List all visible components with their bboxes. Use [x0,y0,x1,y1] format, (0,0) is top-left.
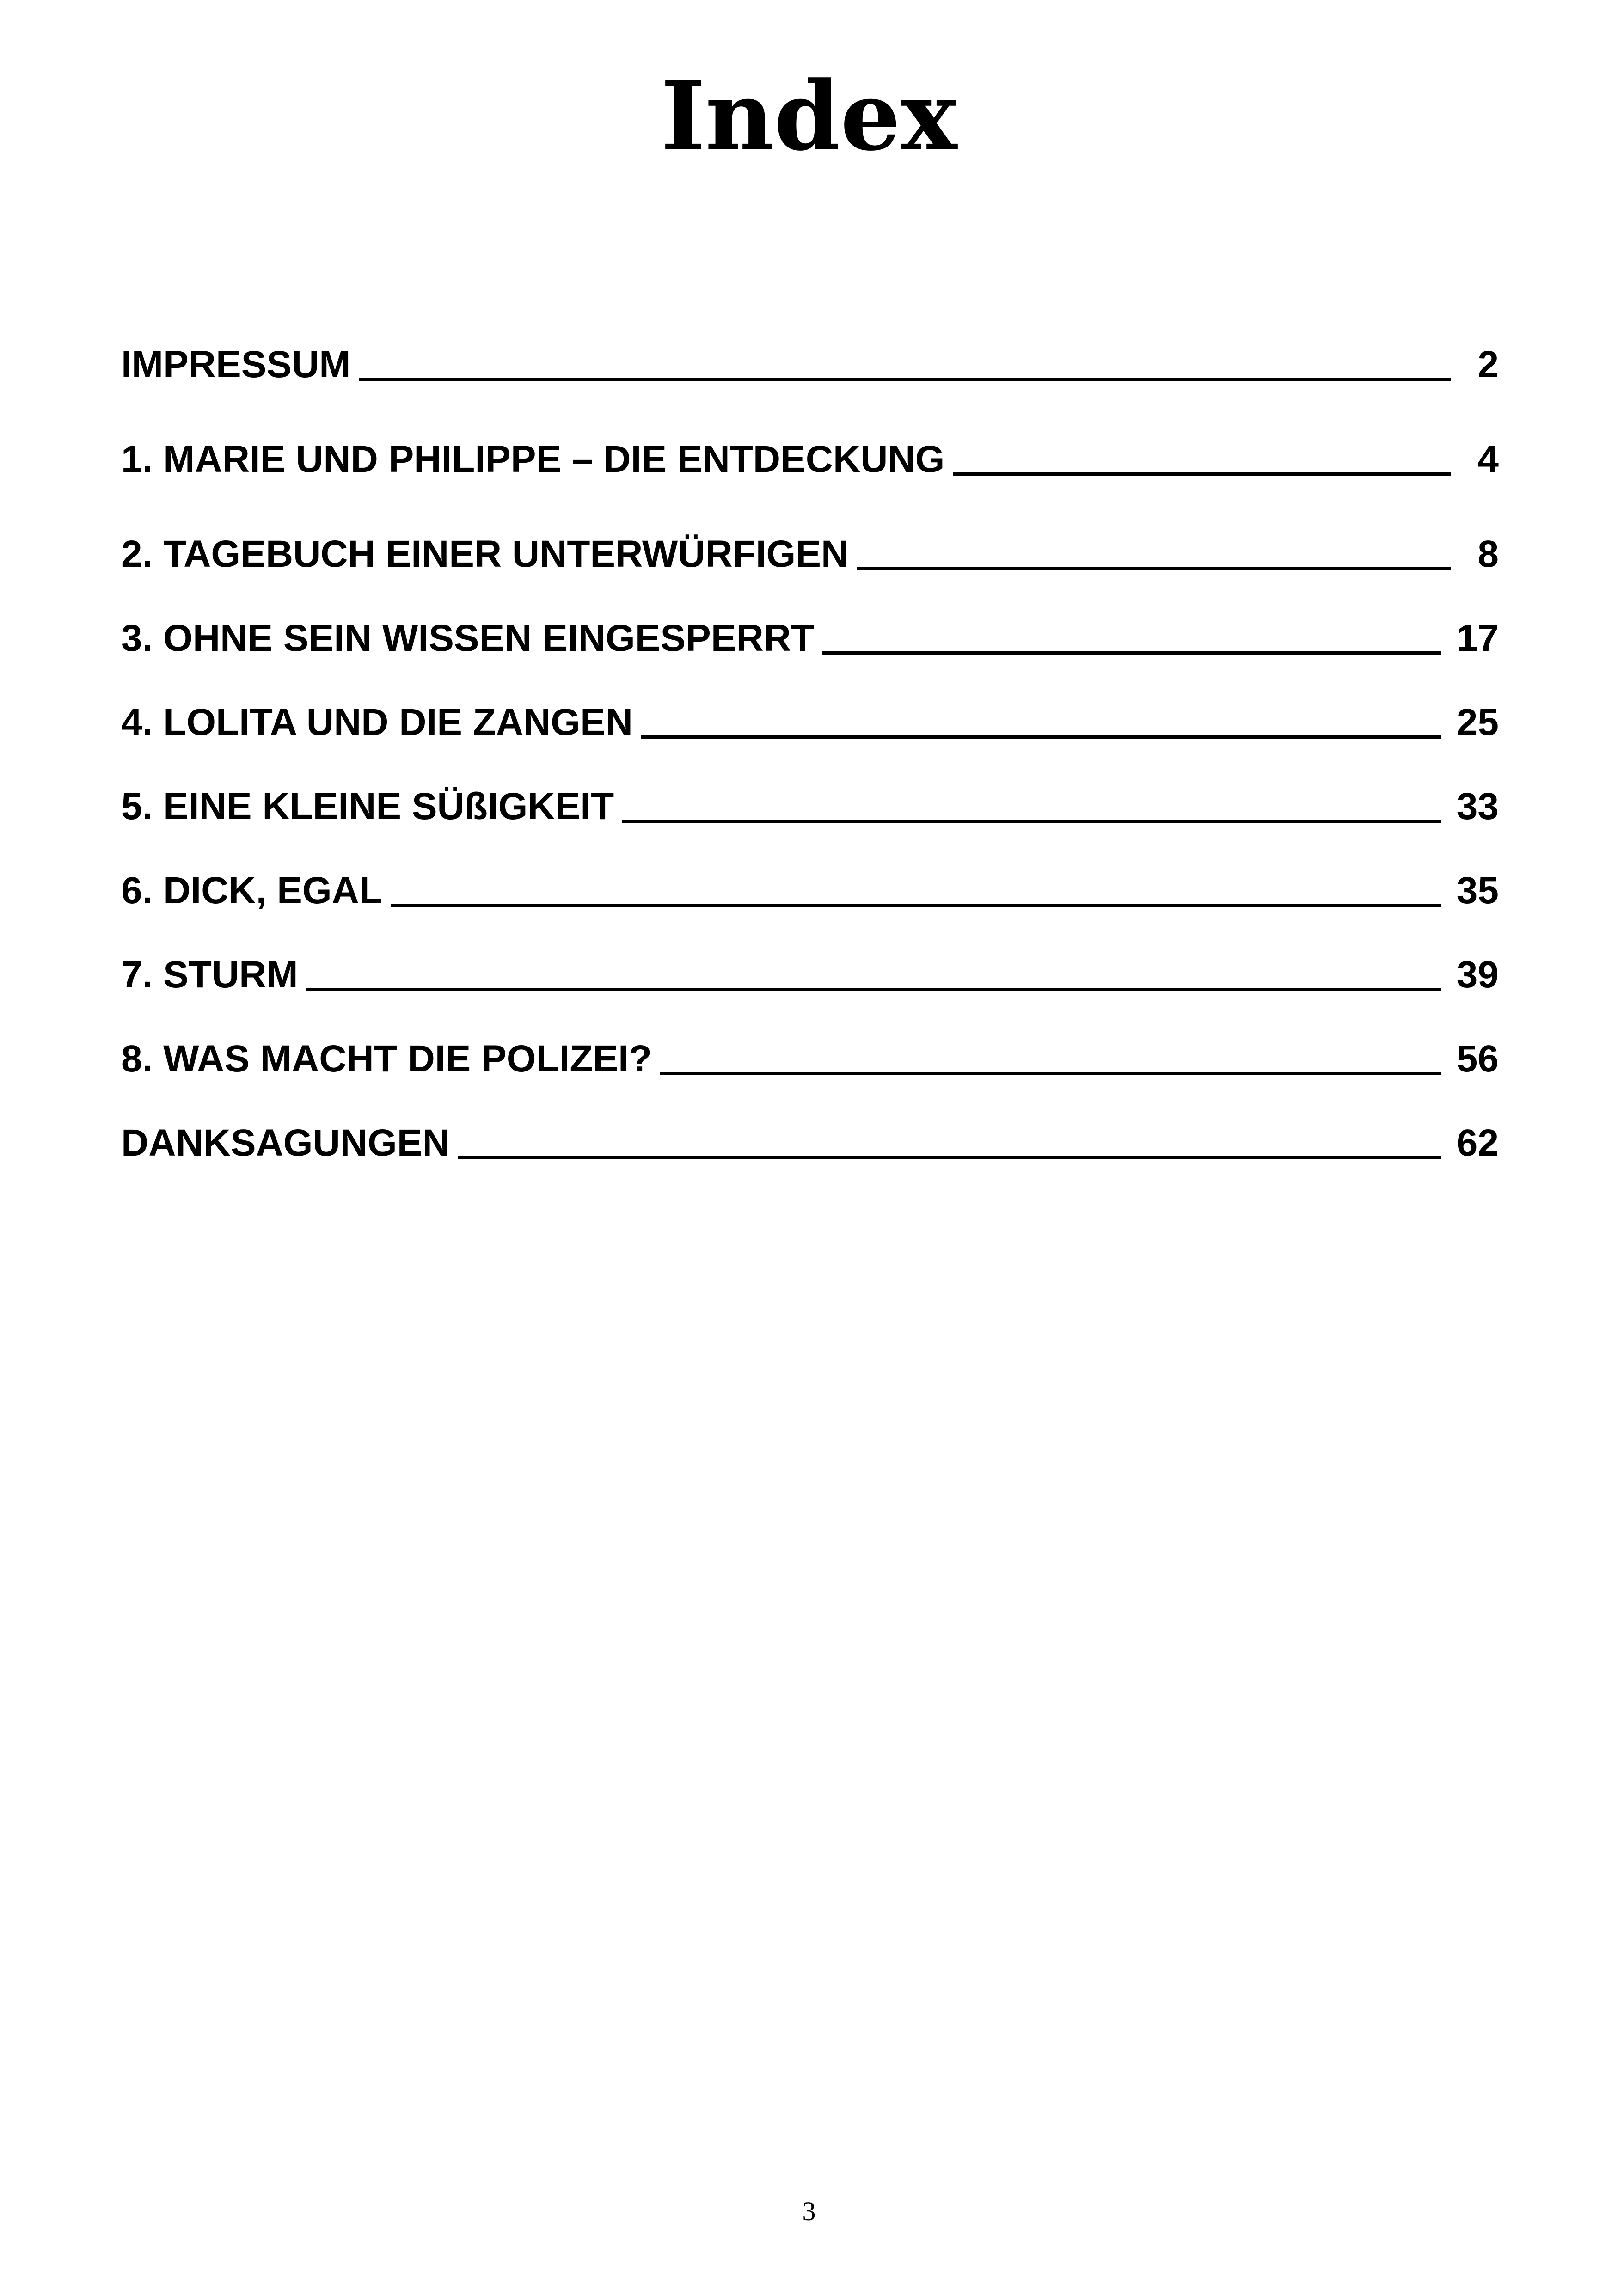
toc-leader-line [359,378,1451,381]
toc-entry-page: 4 [1477,438,1499,480]
toc-leader-line [458,1156,1441,1159]
toc-leader-line [857,567,1451,570]
toc-entry-chapter-5[interactable] [121,775,1499,826]
toc-entry-chapter-3[interactable] [121,606,1499,657]
toc-leader-line [622,820,1441,823]
toc-entry-page: 56 [1456,1038,1499,1080]
toc-entry-page: 35 [1456,869,1499,912]
toc-leader-line [641,735,1441,739]
toc-entry-label: DANKSAGUNGEN [121,1122,450,1164]
page-number: 3 [802,2196,816,2226]
toc-entry-label: 4. LOLITA UND DIE ZANGEN [121,701,633,743]
toc-entry-page: 62 [1456,1122,1499,1164]
toc-leader-line [953,472,1451,476]
toc-entry-chapter-2[interactable] [121,522,1499,573]
toc-entry-page: 33 [1456,785,1499,827]
toc-entry-label: 5. EINE KLEINE SÜßIGKEIT [121,785,614,827]
toc-entry-impressum[interactable] [121,333,1499,384]
toc-entry-label: 8. WAS MACHT DIE POLIZEI? [121,1038,652,1080]
toc-entry-chapter-8[interactable] [121,1027,1499,1078]
page-title: Index [661,61,957,172]
toc-entry-label: 7. STURM [121,954,298,996]
toc-entry-page: 2 [1477,343,1499,386]
toc-entry-label: 3. OHNE SEIN WISSEN EINGESPERRT [121,617,815,659]
toc-entry-label: 1. MARIE UND PHILIPPE – DIE ENTDECKUNG [121,438,945,480]
toc-entry-danksagungen[interactable] [121,1111,1499,1162]
toc-entry-label: 6. DICK, EGAL [121,869,382,912]
toc-entry-label: IMPRESSUM [121,343,351,386]
toc-leader-line [306,988,1441,991]
toc-entry-page: 17 [1456,617,1499,659]
toc-entry-chapter-6[interactable] [121,859,1499,910]
toc-entry-page: 39 [1456,954,1499,996]
toc-leader-line [391,904,1441,907]
toc-entry-chapter-4[interactable] [121,691,1499,741]
toc-entry-page: 8 [1477,533,1499,575]
toc-entry-chapter-1[interactable] [121,428,1499,478]
toc-leader-line [822,651,1441,655]
toc-entry-label: 2. TAGEBUCH EINER UNTERWÜRFIGEN [121,533,849,575]
toc-leader-line [660,1072,1441,1075]
toc-entry-chapter-7[interactable] [121,943,1499,994]
toc-entry-page: 25 [1456,701,1499,743]
